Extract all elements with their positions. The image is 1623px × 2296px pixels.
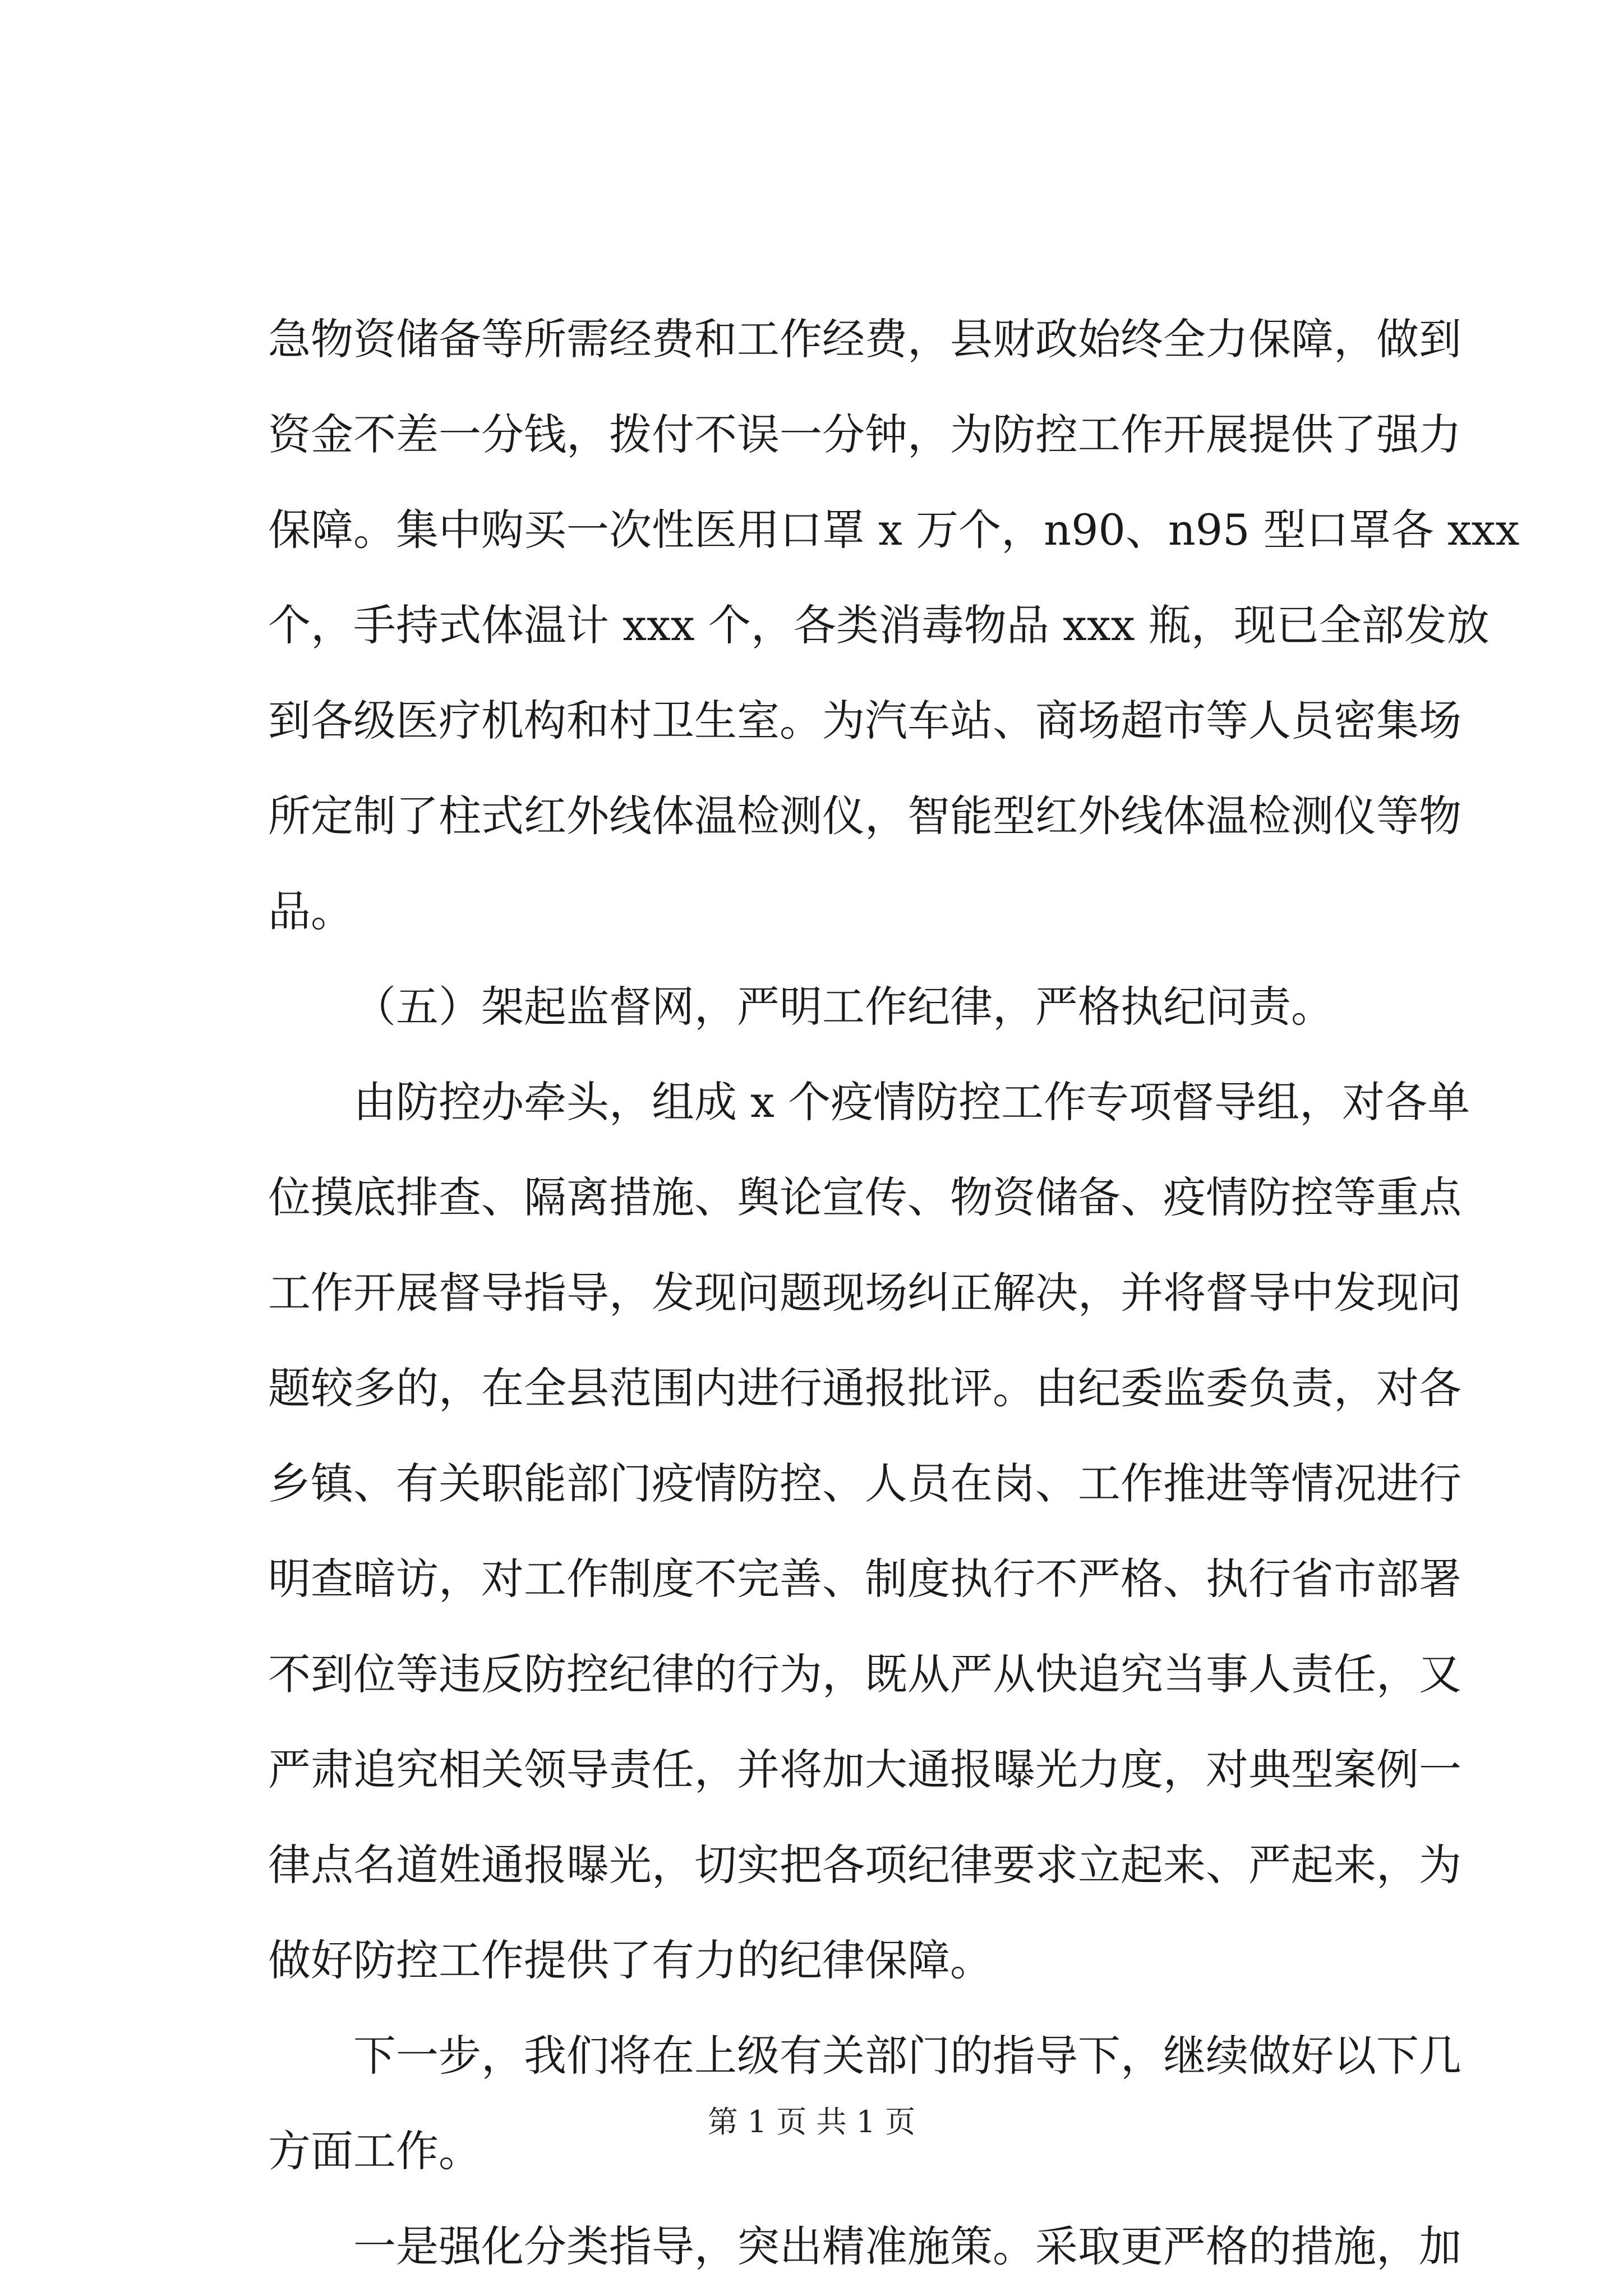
text-line: 严肃追究相关领导责任，并将加大通报曝光力度，对典型案例一 [268,1745,1461,1795]
text-line: 急物资储备等所需经费和工作经费，县财政始终全力保障，做到 [268,314,1461,364]
section-heading: （五）架起监督网，严明工作纪律，严格执纪问责。 [353,982,1334,1032]
text-line: 律点名道姓通报曝光，切实把各项纪律要求立起来、严起来，为 [268,1840,1461,1890]
text-line: 个，手持式体温计 xxx 个，各类消毒物品 xxx 瓶，现已全部发放 [268,600,1490,650]
text-line: 题较多的，在全县范围内进行通报批评。由纪委监委负责，对各 [268,1363,1461,1413]
text-line: 方面工作。 [268,2126,481,2176]
text-line: 保障。集中购买一次性医用口罩 x 万个，n90、n95 型口罩各 xxx [268,505,1520,555]
text-line: 位摸底排查、隔离措施、舆论宣传、物资储备、疫情防控等重点 [268,1172,1461,1222]
text-line: 不到位等违反防控纪律的行为，既从严从快追究当事人责任，又 [268,1649,1461,1699]
text-line: 做好防控工作提供了有力的纪律保障。 [268,1935,993,1985]
text-line: 明查暗访，对工作制度不完善、制度执行不严格、执行省市部署 [268,1554,1461,1604]
text-line: 到各级医疗机构和村卫生室。为汽车站、商场超市等人员密集场 [268,696,1461,746]
text-line: 品。 [268,886,353,936]
text-line: 所定制了柱式红外线体温检测仪，智能型红外线体温检测仪等物 [268,791,1461,841]
text-line: 下一步，我们将在上级有关部门的指导下，继续做好以下几 [353,2031,1461,2081]
text-line: 一是强化分类指导，突出精准施策。采取更严格的措施，加 [353,2221,1461,2271]
page-footer: 第 1 页 共 1 页 [707,2104,916,2139]
text-line: 工作开展督导指导，发现问题现场纠正解决，并将督导中发现问 [268,1268,1461,1318]
text-line: 由防控办牵头，组成 x 个疫情防控工作专项督导组，对各单 [353,1077,1470,1127]
text-line: 乡镇、有关职能部门疫情防控、人员在岗、工作推进等情况进行 [268,1458,1461,1508]
body-text [268,292,1520,2294]
text-line: 资金不差一分钱，拨付不误一分钟，为防控工作开展提供了强力 [268,409,1461,459]
